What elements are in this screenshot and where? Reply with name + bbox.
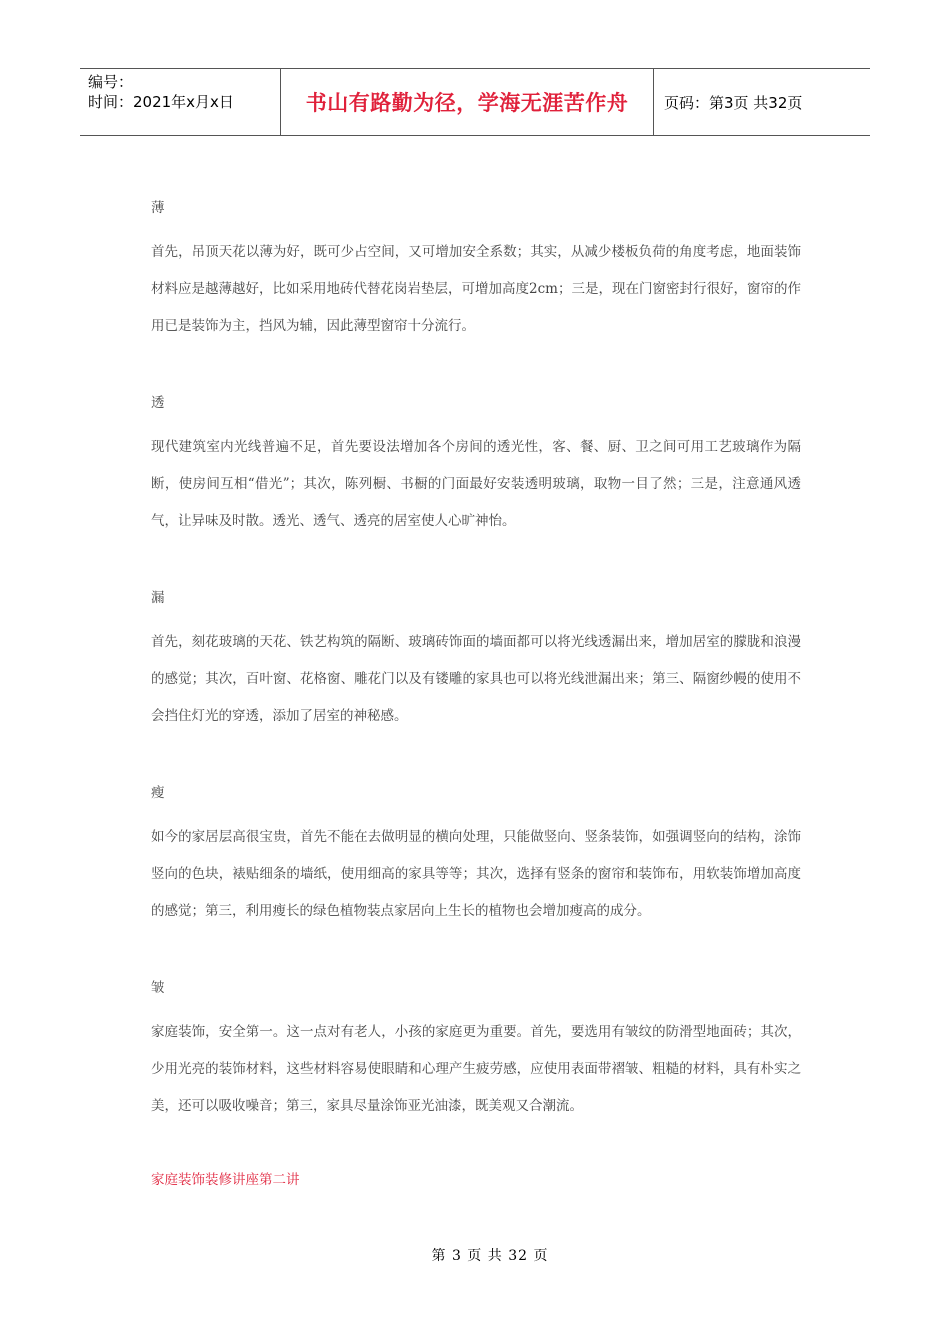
section-heading: 薄 (151, 200, 165, 216)
section-transparent (151, 391, 801, 540)
section-paragraph: 首先，刻花玻璃的天花、铁艺构筑的隔断、玻璃砖饰面的墙面都可以将光线透漏出来，增加居室的朦胧和浪漫的感觉；其次，百叶窗、花格窗、雕花门以及有镂雕的家具也可以将光线泄漏出来；第三、隔窗纱幔的使用不会挡住灯光的穿透，添加了居室的神秘感。 (151, 634, 801, 724)
header-meta (80, 69, 281, 135)
section-heading: 皱 (151, 980, 165, 996)
section-paragraph: 首先，吊顶天花以薄为好，既可少占空间，又可增加安全系数；其实，从减少楼板负荷的角度考虑，地面装饰材料应是越薄越好，比如采用地砖代替花岗岩垫层，可增加高度2cm；三是，现在门窗密封行很好，窗帘的作用已是装饰为主，挡风为辅，因此薄型窗帘十分流行。 (151, 244, 801, 334)
header-page-info: 页码：第3页 共32页 (664, 93, 803, 112)
section-wrinkle (151, 976, 801, 1125)
document-body (151, 196, 801, 1171)
page-number-footer: 第 3 页 共 32 页 (431, 1248, 549, 1264)
section-heading: 透 (151, 395, 165, 411)
section-paragraph: 如今的家居层高很宝贵，首先不能在去做明显的横向处理，只能做竖向、竖条装饰，如强调竖向的结构，涂饰竖向的色块，裱贴细条的墙纸，使用细高的家具等等；其次，选择有竖条的窗帘和装饰布，用软装饰增加高度的感觉；第三，利用瘦长的绿色植物装点家居向上生长的植物也会增加瘦高的成分。 (151, 829, 801, 919)
number-label: 编号： (88, 73, 134, 91)
section-slim (151, 781, 801, 930)
section-paragraph: 现代建筑室内光线普遍不足，首先要设法增加各个房间的透光性，客、餐、厨、卫之间可用工艺玻璃作为隔断，使房间互相“借光”；其次，陈列橱、书橱的门面最好安装透明玻璃，取物一目了然；三是，注意通风透气，让异味及时散。透光、透气、透亮的居室使人心旷神怡。 (151, 439, 801, 529)
header-motto: 书山有路勤为径，学海无涯苦作舟 (281, 69, 654, 135)
section-heading: 瘦 (151, 785, 165, 801)
section-leak (151, 586, 801, 735)
page-header (80, 68, 870, 136)
time-label: 时间：2021年x月x日 (88, 93, 234, 111)
section-heading: 漏 (151, 590, 165, 606)
lecture-link[interactable]: 家庭装饰装修讲座第二讲 (151, 1172, 300, 1188)
section-paragraph: 家庭装饰，安全第一。这一点对有老人，小孩的家庭更为重要。首先，要选用有皱纹的防滑型地面砖；其次，少用光亮的装饰材料，这些材料容易使眼睛和心理产生疲劳感，应使用表面带褶皱、粗糙的材料，具有朴实之美，还可以吸收噪音；第三，家具尽量涂饰亚光油漆，既美观又合潮流。 (151, 1024, 801, 1114)
section-thin (151, 196, 801, 345)
